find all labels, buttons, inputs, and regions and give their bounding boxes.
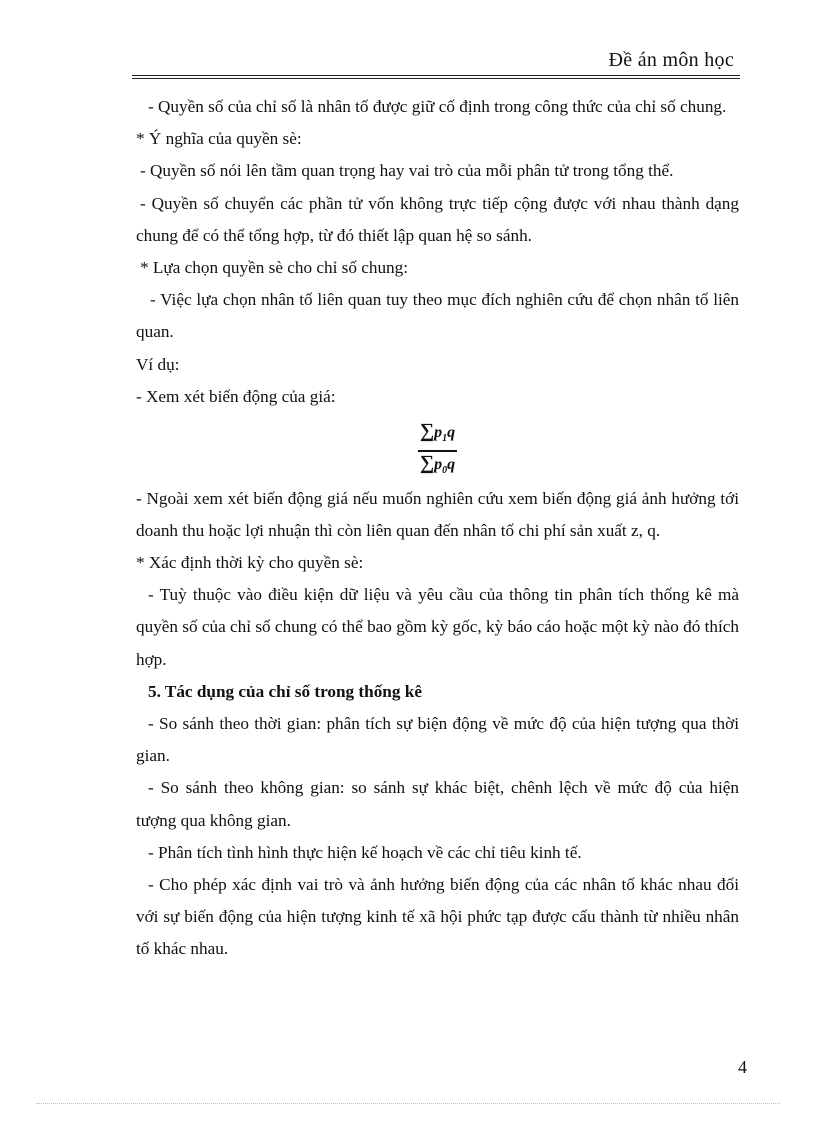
formula-var: p: [434, 455, 443, 473]
paragraph: - Quyền số chuyển các phần tử vốn không trực tiếp cộng được với nhau thành dạng chung để có thể tổng hợp, từ đó thiết lập quan hệ so sánh.: [136, 193, 739, 245]
paragraph: - Quyền số nói lên tầm quan trọng hay vai trò của mỗi phân tử trong tổng thể.: [140, 161, 674, 181]
paragraph: - So sánh theo không gian: so sánh sự khác biệt, chênh lệch về mức độ của hiện tượng qua không gian.: [136, 778, 739, 830]
sigma-symbol: ∑: [419, 420, 435, 443]
paragraph: - Tuỳ thuộc vào điều kiện dữ liệu và yêu cầu của thông tin phân tích thống kê mà quyền số của chỉ số chung có thể bao gồm kỳ gốc, kỳ báo cáo hoặc một kỳ nào đó thích hợp.: [136, 585, 739, 669]
formula-fraction: [418, 421, 457, 481]
section-heading: * Ý nghĩa của quyền sè:: [136, 129, 302, 149]
paragraph: - Quyền số của chỉ số là nhân tố được giữ cố định trong công thức của chỉ số chung.: [148, 97, 727, 116]
header-title: Đề án môn học: [608, 49, 734, 71]
paragraph: - Ngoài xem xét biến động giá nếu muốn nghiên cứu xem biến động giá ảnh hưởng tới doanh thu hoặc lợi nhuận thì còn liên quan đến nhân tố chi phí sản xuất z, q.: [136, 488, 739, 540]
formula-var: p: [434, 424, 443, 442]
formula-var: q: [447, 455, 456, 473]
page-body: [136, 91, 739, 966]
paragraph: - Phân tích tình hình thực hiện kế hoạch về các chỉ tiêu kinh tế.: [148, 842, 582, 862]
page-bottom-dotted-line: [36, 1103, 780, 1104]
page-number: 4: [738, 1057, 747, 1077]
paragraph: - Cho phép xác định vai trò và ảnh hưởng biến động của các nhân tố khác nhau đối với sự biến động của hiện tượng kinh tế xã hội phức tạp được cấu thành từ nhiều nhân tố khác nhau.: [136, 874, 739, 959]
section-title: 5. Tác dụng của chỉ số trong thống kê: [148, 681, 422, 701]
header-rule: [132, 75, 740, 76]
formula-var: q: [447, 424, 456, 442]
paragraph: - Xem xét biến động của giá:: [136, 386, 336, 406]
paragraph: Ví dụ:: [136, 354, 180, 374]
section-heading: * Lựa chọn quyền sè cho chỉ số chung:: [140, 258, 409, 278]
formula-subscript: 0: [442, 464, 448, 476]
formula-denominator: [418, 453, 457, 481]
price-index-formula: [136, 421, 739, 481]
section-heading: * Xác định thời kỳ cho quyền sè:: [136, 552, 364, 572]
sigma-symbol: ∑: [419, 451, 435, 474]
header-rule-double: [132, 78, 740, 79]
formula-numerator: [418, 421, 457, 449]
paragraph: - So sánh theo thời gian: phân tích sự biện động về mức độ của hiện tượng qua thời gian.: [136, 713, 739, 766]
paragraph: - Việc lựa chọn nhân tố liên quan tuy theo mục đích nghiên cứu để chọn nhân tố liên quan.: [136, 290, 739, 342]
formula-subscript: 1: [442, 433, 448, 445]
